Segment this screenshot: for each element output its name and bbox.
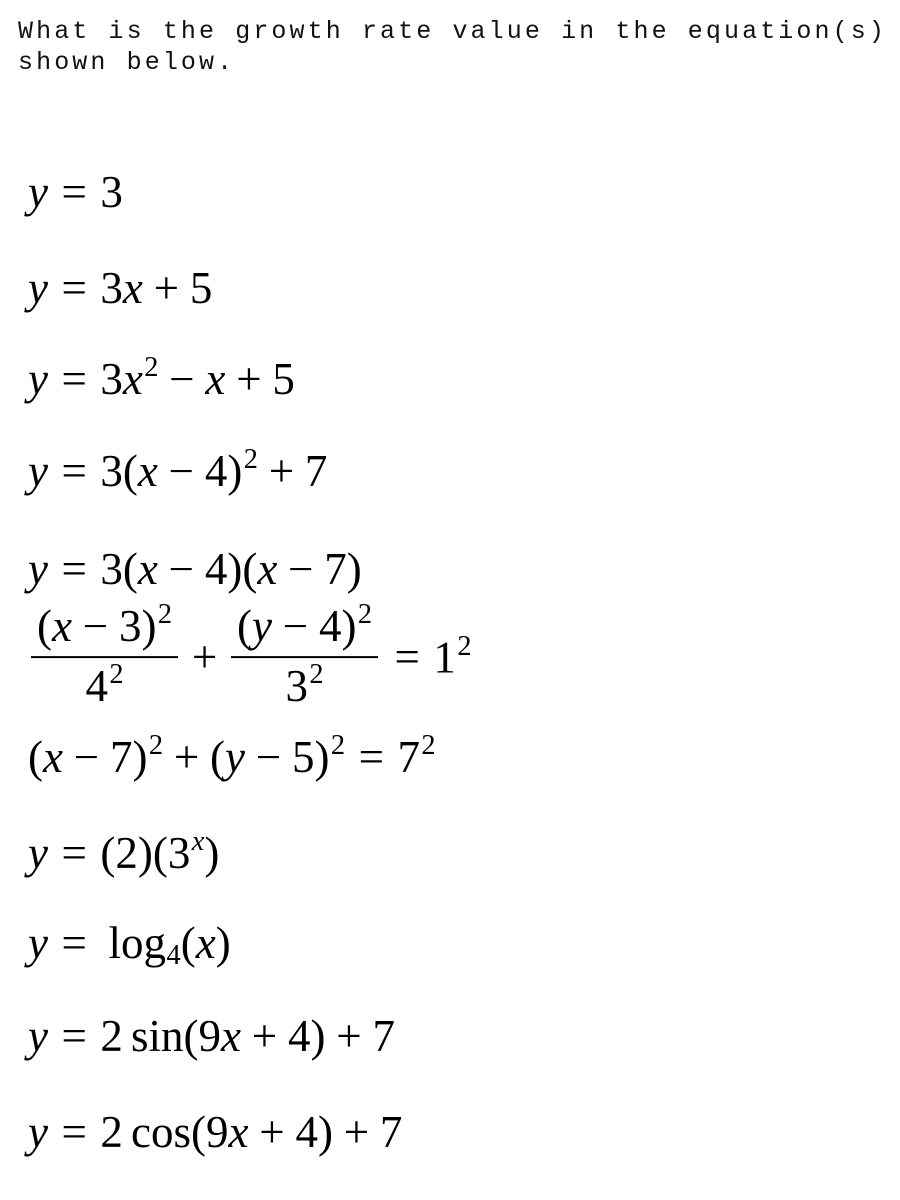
math-operator: =: [61, 167, 87, 217]
question-line-1: What is the growth rate value in the equation(s): [18, 17, 887, 46]
math-operator: =: [358, 732, 384, 782]
math-operator: +: [268, 446, 295, 496]
math-number: ): [215, 918, 231, 968]
math-operator: −: [282, 600, 309, 651]
math-number: 7): [324, 544, 362, 594]
math-fraction: [31, 601, 179, 713]
math-number: 3: [100, 167, 123, 217]
equation-cosine: [28, 1106, 402, 1158]
math-operator: +: [251, 1011, 278, 1061]
math-operator: −: [168, 544, 195, 594]
fraction-numerator: [231, 601, 379, 656]
math-number: 3: [100, 263, 123, 313]
math-number: (: [28, 732, 43, 782]
math-variable: y: [28, 167, 48, 217]
math-number: 4)(: [204, 544, 258, 594]
math-operator: −: [255, 732, 282, 782]
math-operator: −: [288, 544, 314, 594]
math-function: sin: [130, 1011, 184, 1061]
math-number: (: [236, 600, 252, 651]
equation-exponential: [28, 827, 219, 879]
math-number: 7: [304, 446, 328, 496]
math-variable: x: [257, 544, 278, 594]
math-number: 3): [118, 600, 157, 651]
math-superscript: 2: [144, 352, 159, 384]
math-number: 3(: [100, 544, 138, 594]
math-operator: +: [173, 732, 200, 782]
math-operator: =: [61, 354, 87, 404]
fraction-denominator: [231, 656, 379, 713]
equation-quadratic-factored: [28, 543, 362, 595]
math-operator: −: [168, 446, 195, 496]
math-superscript: 2: [357, 599, 373, 631]
math-variable: x: [137, 446, 158, 496]
math-variable: x: [228, 1107, 249, 1157]
math-variable: y: [28, 1011, 48, 1061]
math-number: 4): [318, 600, 357, 651]
math-variable: y: [225, 732, 246, 782]
equation-quadratic-vertex: [28, 445, 327, 497]
math-variable: x: [51, 600, 72, 651]
math-variable: y: [28, 1107, 48, 1157]
question-line-2: shown below.: [18, 48, 236, 77]
math-variable: y: [28, 263, 48, 313]
math-operator: =: [61, 263, 87, 313]
fraction-numerator: [31, 601, 179, 656]
math-number: 7): [109, 732, 148, 782]
math-function: log: [108, 918, 166, 968]
math-number: (: [210, 732, 226, 782]
math-variable: x: [122, 354, 143, 404]
fraction-denominator: [31, 656, 179, 713]
math-number: 5): [292, 732, 330, 782]
math-number: 4): [204, 446, 243, 496]
math-superscript: 2: [421, 730, 436, 762]
math-number: (2)(3: [100, 828, 191, 878]
equation-quadratic-standard: [28, 353, 295, 405]
math-operator: =: [61, 918, 87, 968]
math-variable: y: [28, 446, 48, 496]
math-number: 2: [100, 1011, 123, 1061]
math-number: ): [204, 828, 220, 878]
math-variable: y: [28, 354, 48, 404]
math-superscript: 2: [330, 730, 346, 762]
math-variable: x: [220, 1011, 241, 1061]
math-variable: y: [28, 918, 48, 968]
math-superscript: 2: [309, 659, 324, 691]
equation-ellipse: [28, 599, 472, 718]
math-variable: y: [28, 828, 48, 878]
math-number: 5: [189, 263, 213, 313]
math-number: 4): [287, 1011, 326, 1061]
math-operator: =: [61, 828, 87, 878]
math-operator: =: [61, 1107, 87, 1157]
math-number: 3: [285, 660, 308, 711]
math-number: 7: [372, 1011, 395, 1061]
math-superscript: x: [191, 826, 205, 858]
math-operator: +: [236, 354, 262, 404]
math-number: 1: [433, 632, 456, 683]
math-variable: x: [43, 732, 63, 782]
equation-linear: [28, 262, 212, 314]
math-number: (9: [190, 1107, 229, 1157]
math-number: 4): [295, 1107, 333, 1157]
math-variable: x: [137, 544, 158, 594]
math-superscript: 2: [157, 599, 173, 631]
math-fraction: [231, 601, 379, 713]
math-number: 3(: [100, 446, 138, 496]
math-operator: =: [61, 446, 87, 496]
math-number: 7: [397, 732, 420, 782]
math-operator: −: [82, 600, 109, 651]
math-number: 4: [85, 660, 108, 711]
math-superscript: 2: [457, 630, 472, 662]
math-superscript: 2: [243, 444, 258, 476]
equation-circle: [28, 731, 436, 783]
math-number: 3: [100, 354, 123, 404]
math-number: 5: [272, 354, 295, 404]
equation-constant: [28, 166, 123, 218]
math-number: (: [36, 600, 52, 651]
math-operator: +: [153, 263, 180, 313]
math-operator: +: [343, 1107, 370, 1157]
math-operator: −: [73, 732, 100, 782]
math-operator: +: [336, 1011, 362, 1061]
math-variable: x: [205, 354, 226, 404]
math-operator: =: [394, 632, 420, 683]
math-variable: x: [122, 263, 143, 313]
math-number: (: [180, 918, 196, 968]
math-superscript: 2: [148, 730, 164, 762]
math-operator: +: [259, 1107, 285, 1157]
math-operator: +: [191, 632, 218, 683]
equation-sine: [28, 1010, 395, 1062]
math-subscript: 4: [166, 940, 181, 972]
math-variable: y: [28, 544, 48, 594]
math-operator: =: [61, 1011, 87, 1061]
math-function: cos: [130, 1107, 191, 1157]
math-operator: =: [61, 544, 87, 594]
math-number: 2: [100, 1107, 123, 1157]
math-variable: y: [251, 600, 272, 651]
math-operator: −: [169, 354, 195, 404]
math-number: (9: [183, 1011, 221, 1061]
math-superscript: 2: [109, 659, 124, 691]
equation-logarithmic: [28, 917, 231, 972]
math-variable: x: [195, 918, 216, 968]
math-number: 7: [379, 1107, 403, 1157]
